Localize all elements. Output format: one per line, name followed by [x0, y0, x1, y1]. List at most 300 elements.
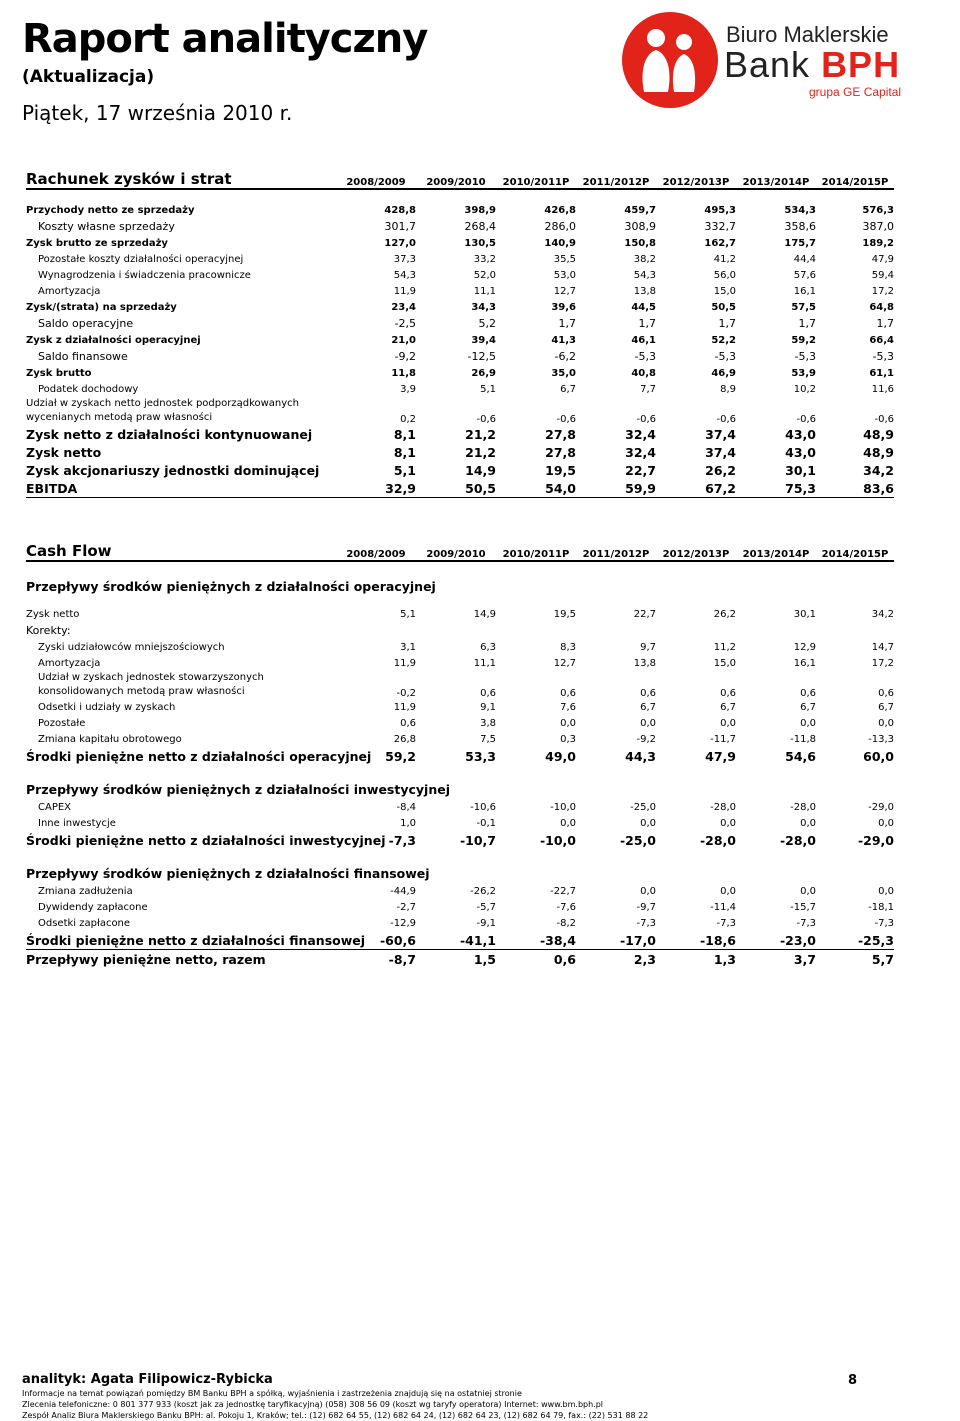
report-date: Piątek, 17 września 2010 r.: [22, 101, 293, 125]
row-label: Przychody netto ze sprzedaży: [26, 204, 195, 216]
cell-value: 53,3: [465, 748, 496, 764]
cell-value: 0,0: [560, 717, 576, 729]
cell-value: 59,9: [576, 479, 656, 498]
cell-value: -2,5: [394, 317, 416, 330]
cell-value: -12,9: [390, 917, 416, 929]
cell-value: 59,4: [871, 269, 894, 281]
year-header: 2014/2015P: [816, 162, 894, 189]
cell-value: 1,7: [876, 317, 894, 330]
cell-value: 47,9: [871, 253, 894, 265]
cell-value: 47,9: [705, 748, 736, 764]
cell-value: 59,2: [791, 334, 816, 346]
table-row: [26, 606, 894, 622]
cell-value: 83,6: [816, 479, 894, 498]
cell-value: 44,5: [631, 301, 656, 313]
cell-value: 6,3: [480, 641, 496, 653]
cell-value: 8,3: [560, 641, 576, 653]
cell-value: 16,1: [793, 657, 816, 669]
cell-value: 21,2: [465, 426, 496, 442]
cell-value: -17,0: [619, 932, 656, 948]
logo-emblem-icon: [622, 12, 718, 108]
cell-value: 43,0: [785, 444, 816, 460]
cell-value: -11,4: [710, 901, 736, 913]
row-label: Amortyzacja: [38, 657, 101, 669]
row-label: Odsetki i udziały w zyskach: [38, 701, 176, 713]
table-row: [26, 461, 894, 479]
cell-value: 8,1: [393, 426, 416, 442]
table-row: [26, 315, 894, 332]
cell-value: 37,3: [393, 253, 416, 265]
cell-value: -9,7: [636, 901, 656, 913]
year-header: 2009/2010: [416, 162, 496, 189]
cell-value: 54,0: [496, 479, 576, 498]
cell-value: 53,0: [553, 269, 576, 281]
cell-value: 0,0: [640, 717, 656, 729]
cell-value: 48,9: [863, 426, 894, 442]
cell-value: 175,7: [784, 237, 816, 249]
cell-value: 23,4: [391, 301, 416, 313]
cell-value: -10,0: [550, 801, 576, 813]
cell-value: 21,2: [465, 444, 496, 460]
cell-value: 35,0: [551, 367, 576, 379]
cell-value: 0,6: [400, 717, 416, 729]
cell-value: -11,8: [790, 733, 816, 745]
row-label: Dywidendy zapłacone: [38, 901, 148, 913]
cell-value: 14,7: [871, 641, 894, 653]
cell-value: -11,7: [710, 733, 736, 745]
cell-value: 12,9: [793, 641, 816, 653]
cell-value: 5,1: [480, 383, 496, 395]
cell-value: 11,9: [393, 657, 416, 669]
cell-value: 8,1: [393, 444, 416, 460]
cell-value: 9,7: [640, 641, 656, 653]
cell-value: 127,0: [384, 237, 416, 249]
year-header: 2010/2011P: [496, 162, 576, 189]
cell-value: -29,0: [857, 832, 894, 848]
cell-value: 57,6: [793, 269, 816, 281]
row-label: Przepływy środków pieniężnych z działalności operacyjnej: [26, 578, 436, 594]
cell-value: 162,7: [704, 237, 736, 249]
cell-value: 268,4: [464, 220, 496, 233]
cell-value: 0,0: [720, 817, 736, 829]
row-label: Przepływy pieniężne netto, razem: [26, 950, 336, 969]
cell-value: 0,0: [560, 817, 576, 829]
row-label: Saldo finansowe: [38, 350, 128, 363]
cell-value: 9,1: [480, 701, 496, 713]
cell-value: 1,7: [718, 317, 736, 330]
net-total-row: [26, 950, 894, 969]
cell-value: -0,6: [796, 414, 816, 425]
row-label: Podatek dochodowy: [38, 383, 139, 395]
cell-value: 13,8: [633, 657, 656, 669]
cell-value: 286,0: [544, 220, 576, 233]
cell-value: -0,2: [396, 688, 416, 699]
table-row: [26, 899, 894, 915]
cell-value: -8,4: [396, 801, 416, 813]
cell-value: 26,8: [393, 733, 416, 745]
cell-value: 64,8: [869, 301, 894, 313]
table-row: [26, 715, 894, 731]
cell-value: 0,6: [480, 688, 496, 699]
cell-value: 0,0: [800, 817, 816, 829]
row-label: Zysk netto: [26, 608, 80, 620]
row-label: Zysk/(strata) na sprzedaży: [26, 301, 177, 313]
cell-value: 19,5: [553, 608, 576, 620]
cell-value: 6,7: [878, 701, 894, 713]
cell-value: 48,9: [863, 444, 894, 460]
cell-value: 6,7: [560, 383, 576, 395]
row-label: Inne inwestycje: [38, 817, 116, 829]
cell-value: -7,3: [636, 917, 656, 929]
cell-value: 32,4: [625, 426, 656, 442]
cell-value: -6,2: [554, 350, 576, 363]
year-header: 2010/2011P: [496, 534, 576, 561]
cell-value: 67,2: [656, 479, 736, 498]
cell-value: 32,9: [336, 479, 416, 498]
cell-value: -5,3: [794, 350, 816, 363]
cell-value: 0,6: [720, 688, 736, 699]
table-row: [26, 218, 894, 235]
table-row: [26, 283, 894, 299]
table-row: [26, 348, 894, 365]
cell-value: 332,7: [704, 220, 736, 233]
cell-value: 398,9: [464, 204, 496, 216]
total-row: [26, 931, 894, 950]
cell-value: 38,2: [633, 253, 656, 265]
cell-value: -5,3: [634, 350, 656, 363]
cell-value: 7,6: [560, 701, 576, 713]
cell-value: 15,0: [713, 285, 736, 297]
cell-value: -0,1: [476, 817, 496, 829]
cell-value: 0,0: [878, 717, 894, 729]
cell-value: 34,3: [471, 301, 496, 313]
cell-value: 0,0: [800, 717, 816, 729]
cell-value: -7,3: [388, 832, 416, 848]
year-header: 2008/2009: [336, 534, 416, 561]
cell-value: 54,3: [393, 269, 416, 281]
row-label: Środki pieniężne netto z działalności finansowej: [26, 932, 366, 948]
cell-value: -7,3: [716, 917, 736, 929]
table-row: [26, 235, 894, 251]
row-label: Koszty własne sprzedaży: [38, 220, 175, 233]
cell-value: 75,3: [736, 479, 816, 498]
cell-value: -0,6: [874, 414, 894, 425]
cell-value: -18,6: [699, 932, 736, 948]
cell-value: 0,2: [400, 414, 416, 425]
cell-value: 39,6: [551, 301, 576, 313]
cell-value: 33,2: [473, 253, 496, 265]
cell-value: -9,2: [394, 350, 416, 363]
table-row: [26, 202, 894, 218]
cell-value: 0,0: [640, 885, 656, 897]
row-label: Zysk brutto ze sprzedaży: [26, 237, 168, 249]
footer-address: Zespół Analiz Biura Maklerskiego Banku BPH: al. Pokoju 1, Kraków; tel.: (12) 682 64 55, (12) 682 64 24, (12) 682 64 23, (12) 682 64 79, fax.: (22) 531 88 22: [22, 1411, 649, 1420]
cell-value: 0,0: [800, 885, 816, 897]
cell-value: 34,2: [863, 462, 894, 478]
cell-value: 60,0: [863, 748, 894, 764]
cell-value: -25,0: [630, 801, 656, 813]
cell-value: 5,1: [400, 608, 416, 620]
logo-line1: Biuro Maklerskie: [726, 22, 889, 47]
cell-value: 7,7: [640, 383, 656, 395]
cell-value: 37,4: [705, 426, 736, 442]
cell-value: -10,7: [459, 832, 496, 848]
cell-value: 5,2: [478, 317, 496, 330]
year-header: 2009/2010: [416, 534, 496, 561]
cell-value: 150,8: [624, 237, 656, 249]
cell-value: 3,7: [736, 950, 816, 969]
income-statement-table: [26, 162, 894, 498]
cell-value: 27,8: [545, 426, 576, 442]
row-label: Udział w zyskach jednostek stowarzyszonych konsolidowanych metodą praw własności: [38, 672, 264, 697]
cell-value: 11,8: [391, 367, 416, 379]
cell-value: -28,0: [699, 832, 736, 848]
row-label: Amortyzacja: [38, 285, 101, 297]
cell-value: 11,6: [871, 383, 894, 395]
table-title: Rachunek zysków i strat: [26, 162, 336, 189]
cell-value: -7,3: [796, 917, 816, 929]
cell-value: 6,7: [640, 701, 656, 713]
cell-value: 11,1: [473, 285, 496, 297]
row-label: Zysk z działalności operacyjnej: [26, 334, 201, 346]
cell-value: 16,1: [793, 285, 816, 297]
cell-value: -41,1: [459, 932, 496, 948]
cell-value: -29,0: [868, 801, 894, 813]
cell-value: 44,4: [793, 253, 816, 265]
table-row: [26, 332, 894, 348]
page-number: 8: [848, 1373, 858, 1388]
cell-value: 19,5: [545, 462, 576, 478]
cell-value: 0,3: [560, 733, 576, 745]
cell-value: 426,8: [544, 204, 576, 216]
row-label: Saldo operacyjne: [38, 317, 134, 330]
cell-value: -13,3: [868, 733, 894, 745]
row-label: Środki pieniężne netto z działalności operacyjnej: [26, 748, 372, 764]
cell-value: 5,1: [393, 462, 416, 478]
year-header: 2012/2013P: [656, 162, 736, 189]
cell-value: 41,2: [713, 253, 736, 265]
cell-value: 0,6: [878, 688, 894, 699]
cell-value: 39,4: [471, 334, 496, 346]
section-title: [26, 863, 894, 883]
row-label: Przepływy środków pieniężnych z działalności finansowej: [26, 865, 430, 881]
cash-flow-table: [26, 534, 894, 968]
cell-value: 32,4: [625, 444, 656, 460]
cell-value: 0,6: [800, 688, 816, 699]
table-row: [26, 425, 894, 443]
cell-value: -5,3: [714, 350, 736, 363]
cell-value: 6,7: [720, 701, 736, 713]
cell-value: 26,2: [713, 608, 736, 620]
cell-value: -18,1: [868, 901, 894, 913]
table-row: [26, 479, 894, 498]
year-header: 2013/2014P: [736, 534, 816, 561]
cell-value: -10,0: [539, 832, 576, 848]
cf-header-row: [26, 534, 894, 561]
report-title: Raport analityczny: [22, 16, 428, 62]
cell-value: 35,5: [553, 253, 576, 265]
cell-value: 428,8: [384, 204, 416, 216]
cell-value: -9,2: [636, 733, 656, 745]
cell-value: 1,7: [798, 317, 816, 330]
cell-value: 1,0: [400, 817, 416, 829]
cell-value: -5,3: [872, 350, 894, 363]
table-row: [26, 699, 894, 715]
cell-value: 0,0: [720, 717, 736, 729]
cell-value: 21,0: [391, 334, 416, 346]
year-header: 2013/2014P: [736, 162, 816, 189]
cell-value: 40,8: [631, 367, 656, 379]
cell-value: 534,3: [784, 204, 816, 216]
table-row: [26, 799, 894, 815]
cell-value: 46,1: [631, 334, 656, 346]
row-label: Zysk brutto: [26, 367, 92, 379]
cell-value: 43,0: [785, 426, 816, 442]
pnl-header-row: [26, 162, 894, 189]
total-row: [26, 831, 894, 849]
cell-value: -15,7: [790, 901, 816, 913]
cell-value: 0,0: [878, 885, 894, 897]
cell-value: 12,7: [553, 285, 576, 297]
cell-value: 66,4: [869, 334, 894, 346]
cell-value: 2,3: [576, 950, 656, 969]
table-row: [26, 815, 894, 831]
table-title: Cash Flow: [26, 534, 336, 561]
logo-line2: Bank BPH: [724, 44, 901, 85]
cell-value: 46,9: [711, 367, 736, 379]
cell-value: 0,0: [878, 817, 894, 829]
section-title: [26, 779, 894, 799]
cell-value: 30,1: [793, 608, 816, 620]
year-header: 2011/2012P: [576, 534, 656, 561]
cell-value: 0,0: [640, 817, 656, 829]
table-row: [26, 731, 894, 747]
cell-value: -26,2: [470, 885, 496, 897]
analyst-name: analityk: Agata Filipowicz-Rybicka: [22, 1372, 273, 1387]
cell-value: 13,8: [633, 285, 656, 297]
cell-value: 459,7: [624, 204, 656, 216]
cell-value: 26,9: [471, 367, 496, 379]
cell-value: 11,9: [393, 285, 416, 297]
cell-value: -8,7: [336, 950, 416, 969]
row-label: Korekty:: [26, 624, 71, 637]
table-row: [26, 883, 894, 899]
cell-value: 54,3: [633, 269, 656, 281]
row-label: Udział w zyskach netto jednostek podporządkowanych wycenianych metodą praw własności: [26, 398, 300, 423]
cell-value: 49,0: [545, 748, 576, 764]
row-label: CAPEX: [38, 801, 72, 813]
table-row: [26, 381, 894, 397]
row-label: EBITDA: [26, 479, 336, 498]
table-row: [26, 639, 894, 655]
cell-value: 6,7: [800, 701, 816, 713]
cell-value: 52,2: [711, 334, 736, 346]
cell-value: -22,7: [550, 885, 576, 897]
row-label: Zmiana kapitału obrotowego: [38, 733, 182, 745]
cell-value: 17,2: [871, 657, 894, 669]
cell-value: 7,5: [480, 733, 496, 745]
cell-value: 189,2: [862, 237, 894, 249]
cell-value: -0,6: [556, 414, 576, 425]
cell-value: 11,9: [393, 701, 416, 713]
row-label: Pozostałe: [38, 717, 86, 729]
table-row: [26, 299, 894, 315]
cell-value: 56,0: [713, 269, 736, 281]
cell-value: -28,0: [790, 801, 816, 813]
row-label: Środki pieniężne netto z działalności inwestycyjnej: [26, 832, 386, 848]
cell-value: 495,3: [704, 204, 736, 216]
report-subtitle: (Aktualizacja): [22, 67, 155, 87]
cell-value: -60,6: [379, 932, 416, 948]
cell-value: 37,4: [705, 444, 736, 460]
row-label: Zyski udziałowców mniejszościowych: [38, 641, 225, 653]
year-header: 2008/2009: [336, 162, 416, 189]
cell-value: 1,5: [416, 950, 496, 969]
row-label: Przepływy środków pieniężnych z działalności inwestycyjnej: [26, 781, 450, 797]
cell-value: 15,0: [713, 657, 736, 669]
table-row: [26, 251, 894, 267]
cell-value: -28,0: [710, 801, 736, 813]
cell-value: 1,7: [638, 317, 656, 330]
cell-value: 0,6: [560, 688, 576, 699]
year-header: 2014/2015P: [816, 534, 894, 561]
cell-value: 387,0: [862, 220, 894, 233]
cell-value: 41,3: [551, 334, 576, 346]
row-label: Zmiana zadłużenia: [38, 885, 133, 897]
year-header: 2012/2013P: [656, 534, 736, 561]
cell-value: 10,2: [793, 383, 816, 395]
cell-value: 0,6: [496, 950, 576, 969]
cell-value: 576,3: [862, 204, 894, 216]
cell-value: 52,0: [473, 269, 496, 281]
cell-value: -0,6: [716, 414, 736, 425]
cell-value: 11,1: [473, 657, 496, 669]
footer-disclaimer: Informacje na temat powiązań pomiędzy BM Banku BPH a spółką, wyjaśnienia i zastrzeżenia znajdują się na ostatniej stronie: [22, 1389, 522, 1398]
cell-value: 53,9: [791, 367, 816, 379]
table-row: [26, 655, 894, 671]
cell-value: 59,2: [385, 748, 416, 764]
cell-value: 44,3: [625, 748, 656, 764]
cell-value: 130,5: [464, 237, 496, 249]
cell-value: 14,9: [465, 462, 496, 478]
cell-value: -25,0: [619, 832, 656, 848]
row-label: Zysk netto z działalności kontynuowanej: [26, 426, 313, 442]
cell-value: -7,6: [556, 901, 576, 913]
cell-value: -7,3: [874, 917, 894, 929]
cell-value: -38,4: [539, 932, 576, 948]
cell-value: 358,6: [784, 220, 816, 233]
table-row: [26, 397, 894, 425]
section-title: [26, 576, 894, 596]
table-row: [26, 443, 894, 461]
row-label: Zysk akcjonariuszy jednostki dominującej: [26, 462, 320, 478]
cell-value: 1,7: [558, 317, 576, 330]
cell-value: 5,7: [816, 950, 894, 969]
cell-value: 0,0: [720, 885, 736, 897]
row-label: Odsetki zapłacone: [38, 917, 131, 929]
cell-value: -28,0: [779, 832, 816, 848]
cell-value: 14,9: [473, 608, 496, 620]
cell-value: 308,9: [624, 220, 656, 233]
cell-value: 17,2: [871, 285, 894, 297]
cell-value: 8,9: [720, 383, 736, 395]
cell-value: 54,6: [785, 748, 816, 764]
cell-value: -8,2: [556, 917, 576, 929]
logo-line3: grupa GE Capital: [809, 85, 902, 99]
cell-value: -25,3: [857, 932, 894, 948]
cell-value: 11,2: [713, 641, 736, 653]
bank-logo: [606, 4, 912, 116]
